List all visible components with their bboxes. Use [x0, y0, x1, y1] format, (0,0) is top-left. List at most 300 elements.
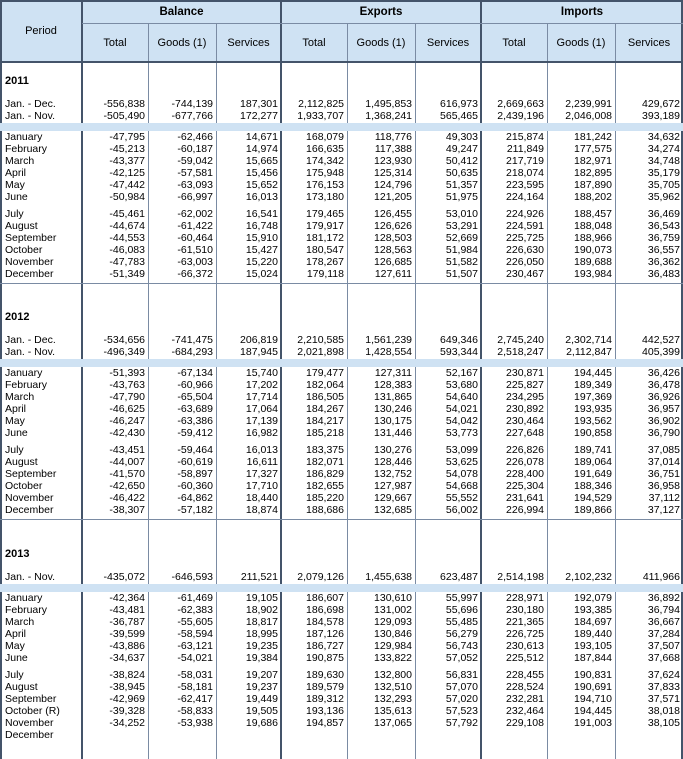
- table-cell: -496,349: [103, 346, 145, 358]
- table-cell: 224,591: [506, 220, 544, 232]
- table-cell: 181,172: [306, 232, 344, 244]
- table-cell: 1,428,554: [365, 346, 412, 358]
- table-cell: -435,072: [103, 571, 145, 583]
- table-cell: 36,902: [647, 415, 680, 427]
- table-cell: 54,640: [445, 391, 478, 403]
- table-cell: 36,667: [647, 616, 680, 628]
- table-cell: -556,838: [103, 98, 145, 110]
- table-cell: 228,455: [506, 669, 544, 681]
- table-cell: 616,973: [440, 98, 478, 110]
- table-cell: -58,031: [177, 669, 213, 681]
- table-cell: -41,570: [109, 468, 145, 480]
- year-label: 2012: [5, 311, 30, 323]
- table-cell: 57,020: [445, 693, 478, 705]
- column-header: Goods (1): [556, 37, 606, 49]
- table-cell: 18,995: [245, 628, 278, 640]
- table-cell: 194,529: [574, 492, 612, 504]
- table-cell: 182,655: [306, 480, 344, 492]
- table-cell: 393,189: [642, 110, 680, 122]
- table-cell: -43,886: [109, 640, 145, 652]
- table-cell: 217,719: [506, 155, 544, 167]
- table-cell: 197,369: [574, 391, 612, 403]
- table-cell: -63,003: [177, 256, 213, 268]
- table-cell: 36,751: [647, 468, 680, 480]
- table-cell: 183,375: [306, 444, 344, 456]
- table-cell: 230,467: [506, 268, 544, 280]
- table-cell: -46,625: [109, 403, 145, 415]
- table-cell: 16,541: [245, 208, 278, 220]
- table-cell: 2,021,898: [297, 346, 344, 358]
- table-cell: 218,074: [506, 167, 544, 179]
- table-cell: 182,971: [574, 155, 612, 167]
- table-cell: -50,984: [109, 191, 145, 203]
- table-cell: 36,426: [647, 367, 680, 379]
- row-label: August: [5, 681, 38, 693]
- row-label: November: [5, 717, 54, 729]
- table-cell: 130,276: [374, 444, 412, 456]
- table-cell: 14,671: [245, 131, 278, 143]
- table-cell: 2,302,714: [565, 334, 612, 346]
- table-cell: 2,518,247: [497, 346, 544, 358]
- table-cell: -64,862: [177, 492, 213, 504]
- table-cell: -55,605: [177, 616, 213, 628]
- table-cell: 2,439,196: [497, 110, 544, 122]
- table-cell: -38,824: [109, 669, 145, 681]
- table-cell: 224,926: [506, 208, 544, 220]
- table-cell: -42,969: [109, 693, 145, 705]
- table-cell: 52,669: [445, 232, 478, 244]
- table-cell: 226,725: [506, 628, 544, 640]
- table-cell: 187,126: [306, 628, 344, 640]
- table-cell: -38,945: [109, 681, 145, 693]
- group-header-imports: Imports: [560, 6, 604, 18]
- table-cell: -60,619: [177, 456, 213, 468]
- table-cell: 14,974: [245, 143, 278, 155]
- table-cell: 37,014: [647, 456, 680, 468]
- table-cell: 15,024: [245, 268, 278, 280]
- table-cell: 188,202: [574, 191, 612, 203]
- table-cell: 57,792: [445, 717, 478, 729]
- table-cell: 226,826: [506, 444, 544, 456]
- table-cell: 16,982: [245, 427, 278, 439]
- table-cell: 211,521: [240, 571, 278, 583]
- table-cell: -65,504: [177, 391, 213, 403]
- table-cell: -38,307: [109, 504, 145, 516]
- table-cell: 184,578: [306, 616, 344, 628]
- table-cell: 35,962: [647, 191, 680, 203]
- table-cell: 225,827: [506, 379, 544, 391]
- table-cell: -42,364: [109, 592, 145, 604]
- table-cell: -59,412: [177, 427, 213, 439]
- table-cell: 16,013: [245, 191, 278, 203]
- row-label: August: [5, 220, 38, 232]
- table-cell: 37,284: [647, 628, 680, 640]
- table-cell: -58,594: [177, 628, 213, 640]
- year-separator: [0, 519, 683, 520]
- table-cell: 19,686: [245, 717, 278, 729]
- table-cell: 2,112,825: [298, 98, 344, 110]
- table-cell: 34,274: [647, 143, 680, 155]
- table-cell: 57,052: [445, 652, 478, 664]
- year-label: 2013: [5, 548, 30, 560]
- row-label: March: [5, 155, 35, 167]
- table-cell: 19,449: [245, 693, 278, 705]
- row-label: March: [5, 616, 35, 628]
- table-cell: 189,312: [306, 693, 344, 705]
- table-cell: 166,635: [306, 143, 344, 155]
- table-cell: 2,112,847: [566, 346, 612, 358]
- table-cell: 51,975: [445, 191, 478, 203]
- table-cell: 189,688: [574, 256, 612, 268]
- table-cell: 117,388: [374, 143, 412, 155]
- table-cell: 50,635: [445, 167, 478, 179]
- table-cell: 232,464: [506, 705, 544, 717]
- table-cell: 191,003: [574, 717, 612, 729]
- table-cell: 172,277: [240, 110, 278, 122]
- table-cell: 228,524: [506, 681, 544, 693]
- row-label: December: [5, 504, 54, 516]
- table-cell: 49,303: [445, 131, 478, 143]
- column-header: Total: [502, 37, 526, 49]
- table-cell: 34,632: [647, 131, 680, 143]
- table-cell: 19,237: [245, 681, 278, 693]
- row-label: Jan. - Nov.: [5, 110, 55, 122]
- table-cell: -534,656: [103, 334, 145, 346]
- table-cell: -57,182: [177, 504, 213, 516]
- table-cell: 1,561,239: [365, 334, 412, 346]
- table-cell: -677,766: [171, 110, 213, 122]
- table-cell: 125,314: [374, 167, 412, 179]
- row-separator: [0, 123, 683, 131]
- table-cell: 230,871: [506, 367, 544, 379]
- row-label: September: [5, 232, 57, 244]
- table-cell: 2,745,240: [497, 334, 544, 346]
- table-cell: -34,252: [109, 717, 145, 729]
- table-cell: 50,412: [445, 155, 478, 167]
- table-cell: -684,293: [171, 346, 213, 358]
- table-cell: 190,831: [574, 669, 612, 681]
- table-cell: 405,399: [642, 346, 680, 358]
- table-cell: 16,013: [245, 444, 278, 456]
- row-label: April: [5, 403, 27, 415]
- table-cell: 15,652: [245, 179, 278, 191]
- table-cell: 128,503: [374, 232, 412, 244]
- table-cell: -646,593: [171, 571, 213, 583]
- table-cell: 36,957: [647, 403, 680, 415]
- table-cell: 37,571: [647, 693, 680, 705]
- table-cell: -62,383: [177, 604, 213, 616]
- row-label: Jan. - Nov.: [5, 346, 55, 358]
- table-cell: 187,844: [574, 652, 612, 664]
- table-cell: 193,935: [574, 403, 612, 415]
- table-cell: 49,247: [445, 143, 478, 155]
- table-cell: 18,817: [245, 616, 278, 628]
- table-cell: -51,393: [109, 367, 145, 379]
- table-cell: 133,822: [374, 652, 412, 664]
- table-cell: 128,383: [374, 379, 412, 391]
- row-label: June: [5, 191, 28, 203]
- table-cell: -36,787: [109, 616, 145, 628]
- row-label: April: [5, 628, 27, 640]
- table-cell: 226,050: [506, 256, 544, 268]
- table-cell: 36,478: [647, 379, 680, 391]
- table-cell: 182,071: [306, 456, 344, 468]
- table-cell: -58,181: [177, 681, 213, 693]
- row-label: December: [5, 268, 54, 280]
- table-cell: 593,344: [440, 346, 478, 358]
- table-cell: 193,562: [574, 415, 612, 427]
- table-cell: -62,466: [177, 131, 213, 143]
- table-cell: -46,247: [109, 415, 145, 427]
- table-cell: 192,079: [574, 592, 612, 604]
- table-cell: 2,046,008: [565, 110, 612, 122]
- table-cell: 190,858: [574, 427, 612, 439]
- table-cell: 193,984: [574, 268, 612, 280]
- table-cell: 36,469: [647, 208, 680, 220]
- table-cell: 51,507: [445, 268, 478, 280]
- table-cell: 131,865: [374, 391, 412, 403]
- table-cell: 226,078: [506, 456, 544, 468]
- table-cell: 184,697: [574, 616, 612, 628]
- table-cell: 175,948: [306, 167, 344, 179]
- row-label: April: [5, 167, 27, 179]
- column-header: Total: [103, 37, 127, 49]
- table-cell: -62,002: [177, 208, 213, 220]
- row-label: October: [5, 244, 43, 256]
- table-cell: 121,205: [374, 191, 412, 203]
- table-cell: 19,384: [245, 652, 278, 664]
- table-cell: 193,136: [306, 705, 344, 717]
- table-cell: 35,179: [647, 167, 680, 179]
- table-cell: 1,368,241: [365, 110, 412, 122]
- table-cell: 132,685: [374, 504, 412, 516]
- row-label: October (R): [5, 705, 60, 717]
- table-cell: 17,202: [245, 379, 278, 391]
- table-cell: 223,595: [506, 179, 544, 191]
- table-cell: 442,527: [642, 334, 680, 346]
- table-cell: 56,831: [445, 669, 478, 681]
- row-label: January: [5, 592, 43, 604]
- row-label: July: [5, 444, 24, 456]
- row-label: February: [5, 379, 48, 391]
- row-label: February: [5, 143, 48, 155]
- table-border: [0, 0, 2, 759]
- table-cell: -43,763: [109, 379, 145, 391]
- table-cell: 231,641: [506, 492, 544, 504]
- table-cell: -60,464: [177, 232, 213, 244]
- table-cell: 188,346: [574, 480, 612, 492]
- table-cell: 206,819: [240, 334, 278, 346]
- table-cell: 190,875: [306, 652, 344, 664]
- table-cell: 53,625: [445, 456, 478, 468]
- table-cell: -61,510: [177, 244, 213, 256]
- column-header: Services: [426, 37, 470, 49]
- table-cell: 17,139: [245, 415, 278, 427]
- table-cell: -44,007: [109, 456, 145, 468]
- table-cell: 193,105: [574, 640, 612, 652]
- table-cell: 224,164: [506, 191, 544, 203]
- table-cell: 190,691: [574, 681, 612, 693]
- table-cell: 228,400: [506, 468, 544, 480]
- table-cell: 54,668: [445, 480, 478, 492]
- table-cell: 186,727: [306, 640, 344, 652]
- table-cell: 189,064: [574, 456, 612, 468]
- table-cell: 188,457: [574, 208, 612, 220]
- table-cell: -63,093: [177, 179, 213, 191]
- table-cell: -60,966: [177, 379, 213, 391]
- table-cell: 132,293: [374, 693, 412, 705]
- table-cell: 130,846: [374, 628, 412, 640]
- table-cell: -741,475: [171, 334, 213, 346]
- table-cell: 37,112: [648, 492, 680, 504]
- table-cell: 226,994: [506, 504, 544, 516]
- table-cell: 18,874: [245, 504, 278, 516]
- table-cell: -44,674: [109, 220, 145, 232]
- table-cell: -47,442: [109, 179, 145, 191]
- table-cell: 179,465: [306, 208, 344, 220]
- table-cell: 565,465: [440, 110, 478, 122]
- table-cell: 55,696: [445, 604, 478, 616]
- table-cell: 35,705: [647, 179, 680, 191]
- table-cell: -54,021: [177, 652, 213, 664]
- table-cell: 17,714: [245, 391, 278, 403]
- table-cell: -66,997: [177, 191, 213, 203]
- table-cell: -47,790: [109, 391, 145, 403]
- year-label: 2011: [5, 75, 29, 87]
- table-cell: 36,794: [647, 604, 680, 616]
- table-cell: 1,455,638: [365, 571, 412, 583]
- table-cell: 180,547: [306, 244, 344, 256]
- table-cell: 16,748: [245, 220, 278, 232]
- table-cell: -53,938: [177, 717, 213, 729]
- table-cell: 225,512: [506, 652, 544, 664]
- table-cell: 184,267: [306, 403, 344, 415]
- table-cell: -57,581: [177, 167, 213, 179]
- table-cell: 135,613: [374, 705, 412, 717]
- table-cell: 215,874: [506, 131, 544, 143]
- table-cell: 623,487: [440, 571, 478, 583]
- table-cell: 188,966: [574, 232, 612, 244]
- table-cell: 189,349: [574, 379, 612, 391]
- table-cell: 649,346: [440, 334, 478, 346]
- table-cell: -43,377: [109, 155, 145, 167]
- group-header-balance: Balance: [159, 6, 204, 18]
- table-cell: 179,917: [306, 220, 344, 232]
- table-cell: 230,464: [506, 415, 544, 427]
- row-separator: [0, 359, 683, 367]
- table-cell: 1,933,707: [297, 110, 344, 122]
- table-cell: 187,945: [240, 346, 278, 358]
- table-cell: -45,213: [109, 143, 145, 155]
- table-cell: 51,582: [445, 256, 478, 268]
- table-cell: 132,510: [374, 681, 412, 693]
- row-label: January: [5, 367, 43, 379]
- table-cell: 129,667: [374, 492, 412, 504]
- table-cell: 18,440: [245, 492, 278, 504]
- table-cell: 56,743: [445, 640, 478, 652]
- table-cell: 56,002: [445, 504, 478, 516]
- table-cell: 173,180: [306, 191, 344, 203]
- row-label: August: [5, 456, 38, 468]
- row-label: Jan. - Dec.: [5, 334, 56, 346]
- table-cell: 2,239,991: [565, 98, 612, 110]
- table-cell: -47,795: [109, 131, 145, 143]
- table-cell: -42,650: [109, 480, 145, 492]
- row-label: January: [5, 131, 43, 143]
- table-cell: 36,543: [647, 220, 680, 232]
- table-cell: 2,079,126: [297, 571, 344, 583]
- table-cell: 187,301: [240, 98, 278, 110]
- table-cell: 123,930: [374, 155, 412, 167]
- table-cell: 15,740: [245, 367, 278, 379]
- table-cell: 429,672: [642, 98, 680, 110]
- row-label: November: [5, 492, 54, 504]
- table-cell: 126,626: [374, 220, 412, 232]
- table-cell: 15,427: [245, 244, 278, 256]
- table-cell: -67,134: [177, 367, 213, 379]
- table-cell: 193,385: [574, 604, 612, 616]
- table-cell: -58,833: [177, 705, 213, 717]
- table-cell: 55,552: [445, 492, 478, 504]
- table-cell: 230,613: [506, 640, 544, 652]
- table-cell: 194,857: [306, 717, 344, 729]
- table-cell: -61,469: [177, 592, 213, 604]
- table-cell: 37,085: [647, 444, 680, 456]
- table-cell: 132,800: [374, 669, 412, 681]
- table-cell: -59,464: [177, 444, 213, 456]
- table-cell: 36,892: [647, 592, 680, 604]
- table-cell: 2,102,232: [565, 571, 612, 583]
- row-label: March: [5, 391, 35, 403]
- table-cell: 36,958: [647, 480, 680, 492]
- table-cell: 186,607: [306, 592, 344, 604]
- table-cell: 55,997: [445, 592, 478, 604]
- group-header-rule: [82, 23, 683, 24]
- table-cell: 54,078: [445, 468, 478, 480]
- column-header: Goods (1): [157, 37, 207, 49]
- period-header: Period: [25, 25, 57, 37]
- table-cell: 130,610: [374, 592, 412, 604]
- table-cell: 187,890: [574, 179, 612, 191]
- table-cell: 19,105: [245, 592, 278, 604]
- table-cell: 188,048: [574, 220, 612, 232]
- table-cell: 189,866: [574, 504, 612, 516]
- table-cell: 57,070: [445, 681, 478, 693]
- table-cell: 181,242: [574, 131, 612, 143]
- table-cell: -60,360: [177, 480, 213, 492]
- table-cell: 36,362: [647, 256, 680, 268]
- column-header: Services: [627, 37, 671, 49]
- table-cell: 177,575: [574, 143, 612, 155]
- table-cell: 127,611: [374, 268, 412, 280]
- table-cell: -58,897: [177, 468, 213, 480]
- table-cell: 131,002: [374, 604, 412, 616]
- row-label: October: [5, 480, 43, 492]
- table-cell: -42,125: [109, 167, 145, 179]
- table-cell: 130,175: [374, 415, 412, 427]
- table-cell: 190,073: [574, 244, 612, 256]
- row-label: July: [5, 669, 24, 681]
- table-cell: 226,630: [506, 244, 544, 256]
- table-cell: 37,624: [647, 669, 680, 681]
- table-cell: 53,099: [445, 444, 478, 456]
- table-cell: 130,246: [374, 403, 412, 415]
- table-cell: 36,790: [647, 427, 680, 439]
- table-cell: 230,180: [506, 604, 544, 616]
- table-cell: -505,490: [103, 110, 145, 122]
- table-cell: 189,579: [306, 681, 344, 693]
- table-cell: 19,235: [245, 640, 278, 652]
